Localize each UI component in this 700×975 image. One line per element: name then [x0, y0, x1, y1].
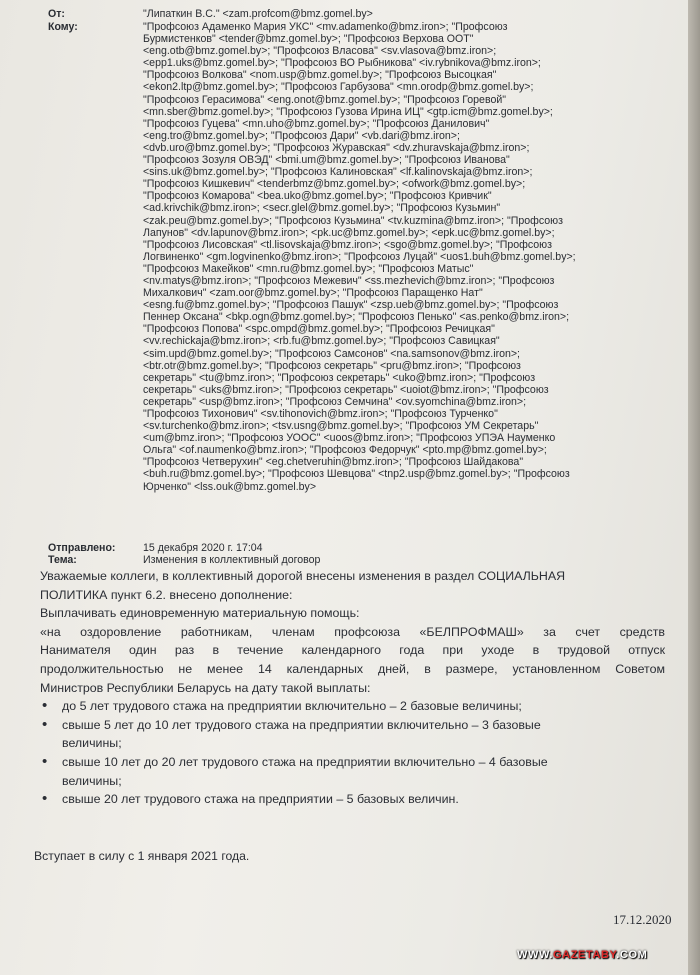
subject-value: Изменения в коллективный договор [143, 554, 321, 566]
text-line: Бурмистенков" <tender@bmz.gomel.by>; "Профсоюз Верхова ООТ" [143, 33, 474, 46]
text-line: <buh.ru@bmz.gomel.by>; "Профсоюз Шевцова" <tnp2.usp@bmz.gomel.by>; "Профсоюз [143, 468, 570, 481]
text-line: Логвиненко" <gm.logvinenko@bmz.iron>; "Профсоюз Луцай" <uos1.buh@bmz.gomel.by>; [143, 250, 576, 263]
text-line: <zak.peu@bmz.gomel.by>; "Профсоюз Кузьмина" <tv.kuzmina@bmz.iron>; "Профсоюз [143, 214, 563, 227]
benefit-list [40, 697, 680, 809]
from-label: От: [48, 8, 65, 20]
list-item-line: величины; [62, 773, 122, 788]
effective-date-text: Вступает в силу с 1 января 2021 года. [34, 849, 250, 863]
text-line: Нанимателя один раз в течение календарного года при уходе в трудовой отпуск [40, 643, 665, 658]
text-line: <sv.turchenko@bmz.iron>; <tsv.usng@bmz.gomel.by>; "Профсоюз УМ Секретарь" [143, 420, 539, 433]
text-line: "Профсоюз Четверухин" <eg.chetveruhin@bmz.iron>; "Профсоюз Шайдакова" [143, 456, 524, 469]
text-line: <nv.matys@bmz.iron>; "Профсоюз Межевич" <ss.mezhevich@bmz.iron>; "Профсоюз [143, 274, 555, 287]
message-body [40, 567, 680, 809]
text-line: <ad.krivchik@bmz.iron>; <secr.glel@bmz.gomel.by>; "Профсоюз Кузьмин" [143, 202, 501, 215]
list-item [40, 716, 680, 753]
text-line: <eng.tro@bmz.gomel.by>; "Профсоюз Дари" <vb.dari@bmz.iron>; [143, 129, 460, 142]
from-value: "Липаткин В.С." <zam.profcom@bmz.gomel.by> [143, 8, 373, 20]
text-line: Уважаемые коллеги, в коллективный дорогой внесены изменения в раздел СОЦИАЛЬНАЯ [40, 569, 566, 583]
text-line: "Профсоюз Тихонович" <sv.tihonovich@bmz.iron>; "Профсоюз Турченко" [143, 408, 498, 420]
text-line: Пеннер Оксана" <bkp.ogn@bmz.gomel.by>; "Профсоюз Пенько" <as.penko@bmz.iron>; [143, 311, 570, 324]
text-line: Юрченко" <lss.ouk@bmz.gomel.by> [143, 480, 317, 493]
text-line: <ekon2.ltp@bmz.gomel.by>; "Профсоюз Гарбузова" <mn.orodp@bmz.gomel.by>; [143, 81, 534, 94]
handwritten-date: 17.12.2020 [613, 912, 672, 927]
list-item-line: величины; [62, 736, 122, 751]
text-line: <epp1.uks@bmz.gomel.by>; "Профсоюз ВО Рыбникова" <iv.rybnikova@bmz.iron>; [143, 57, 541, 70]
sent-label: Отправлено: [48, 542, 116, 554]
watermark-suffix: .COM [616, 949, 648, 961]
text-line: "Профсоюз Кишкевич" <tenderbmz@bmz.gomel.by>; <ofwork@bmz.gomel.by>; [143, 178, 526, 191]
list-item [40, 753, 680, 790]
text-line: "Профсоюз Адаменко Мария УКС" <mv.adamenko@bmz.iron>; "Профсоюз [143, 21, 508, 33]
text-line: секретарь" <uks@bmz.iron>; "Профсоюз секретарь" <uoiot@bmz.iron>; "Профсоюз [143, 383, 549, 396]
list-item-line: • свыше 20 лет трудового стажа на предприятии – 5 базовых величин. [62, 792, 459, 807]
list-item [40, 790, 680, 809]
text-line: "Профсоюз Волкова" <nom.usp@bmz.gomel.by>; "Профсоюз Высоцкая" [143, 69, 497, 82]
watermark-prefix: WWW. [517, 949, 553, 961]
text-line: <sins.uk@bmz.gomel.by>; "Профсоюз Калиновская" <lf.kalinovskaja@bmz.iron>; [143, 166, 533, 179]
sent-value: 15 декабря 2020 г. 17:04 [143, 542, 263, 554]
text-line: продолжительностью не менее 14 календарных дней, в размере, установленном Советом [40, 661, 665, 676]
text-line: Министров Республики Беларусь на дату такой выплаты: [40, 680, 371, 695]
text-line: ПОЛИТИКА пункт 6.2. внесено дополнение: [40, 587, 293, 602]
to-label: Кому: [48, 21, 78, 33]
watermark-name: GAZETABY [553, 949, 617, 961]
text-line: "Профсоюз Попова" <spc.ompd@bmz.gomel.by>; "Профсоюз Речицкая" [143, 323, 495, 336]
text-line: "Профсоюз Герасимова" <eng.onot@bmz.gomel.by>; "Профсоюз Горевой" [143, 93, 507, 106]
list-item [40, 697, 680, 716]
text-line: Лапунов" <dv.lapunov@bmz.iron>; <pk.uc@bmz.gomel.by>; <epk.uc@bmz.gomel.by>; [143, 226, 555, 239]
benefit-paragraph [40, 623, 680, 697]
text-line: "Профсоюз Лисовская" <tl.lisovskaja@bmz.iron>; <sgo@bmz.gomel.by>; "Профсоюз [143, 238, 552, 251]
text-line: <sim.upd@bmz.gomel.by>; "Профсоюз Самсонов" <na.samsonov@bmz.iron>; [143, 347, 521, 360]
text-line: <btr.otr@bmz.gomel.by>; "Профсоюз секретарь" <pru@bmz.iron>; "Профсоюз [143, 359, 521, 372]
watermark [517, 949, 647, 961]
text-line: секретарь" <usp@bmz.iron>; "Профсоюз Семчина" <ov.syomchina@bmz.iron>; [143, 395, 527, 408]
text-line: <um@bmz.iron>; "Профсоюз УООС" <uoos@bmz.iron>; "Профсоюз УПЭА Науменко [143, 432, 556, 445]
text-line: "Профсоюз Зозуля ОВЭД" <bmi.um@bmz.gomel.by>; "Профсоюз Иванова" [143, 154, 510, 167]
text-line: <eng.otb@bmz.gomel.by>; "Профсоюз Власова" <sv.vlasova@bmz.iron>; [143, 45, 497, 58]
text-line: <mn.sber@bmz.gomel.by>; "Профсоюз Гузова Ирина ИЦ" <gtp.icm@bmz.gomel.by>; [143, 105, 553, 118]
desk-edge [688, 0, 700, 975]
text-line: Выплачивать единовременную материальную помощь: [40, 606, 360, 621]
list-item-line: • до 5 лет трудового стажа на предприятии включительно – 2 базовые величины; [62, 699, 522, 714]
text-line: <dvb.uro@bmz.gomel.by>; "Профсоюз Журавская" <dv.zhuravskaja@bmz.iron>; [143, 141, 530, 154]
list-item-line: • свыше 10 лет до 20 лет трудового стажа на предприятии включительно – 4 базовые [62, 754, 548, 769]
text-line: Ольга" <of.naumenko@bmz.iron>; "Профсоюз Федорчук" <pto.mp@bmz.gomel.by>; [143, 444, 547, 457]
subject-label: Тема: [48, 554, 77, 566]
intro-text [40, 567, 680, 623]
text-line: "Профсоюз Гуцева" <mn.uho@bmz.gomel.by>; "Профсоюз Данилович" [143, 117, 490, 130]
text-line: "Профсоюз Макейков" <mn.ru@bmz.gomel.by>; "Профсоюз Матыс" [143, 262, 474, 275]
text-line: Михалкович" <zam.oor@bmz.gomel.by>; "Профсоюз Паращенко Нат" [143, 287, 483, 300]
recipient-list [143, 21, 623, 493]
list-item-line: • свыше 5 лет до 10 лет трудового стажа на предприятии включительно – 3 базовые [62, 717, 541, 732]
text-line: «на оздоровление работникам, членам профсоюза «БЕЛПРОФМАШ» за счет средств [40, 624, 665, 639]
text-line: <vv.rechickaja@bmz.iron>; <rb.fu@bmz.gomel.by>; "Профсоюз Савицкая" [143, 335, 500, 348]
text-line: секретарь" <tu@bmz.iron>; "Профсоюз секретарь" <uko@bmz.iron>; "Профсоюз [143, 371, 536, 384]
text-line: <esng.fu@bmz.gomel.by>; "Профсоюз Пашук" <zsp.ueb@bmz.gomel.by>; "Профсоюз [143, 299, 559, 312]
text-line: "Профсоюз Комарова" <bea.uko@bmz.gomel.by>; "Профсоюз Кривчик" [143, 190, 492, 203]
